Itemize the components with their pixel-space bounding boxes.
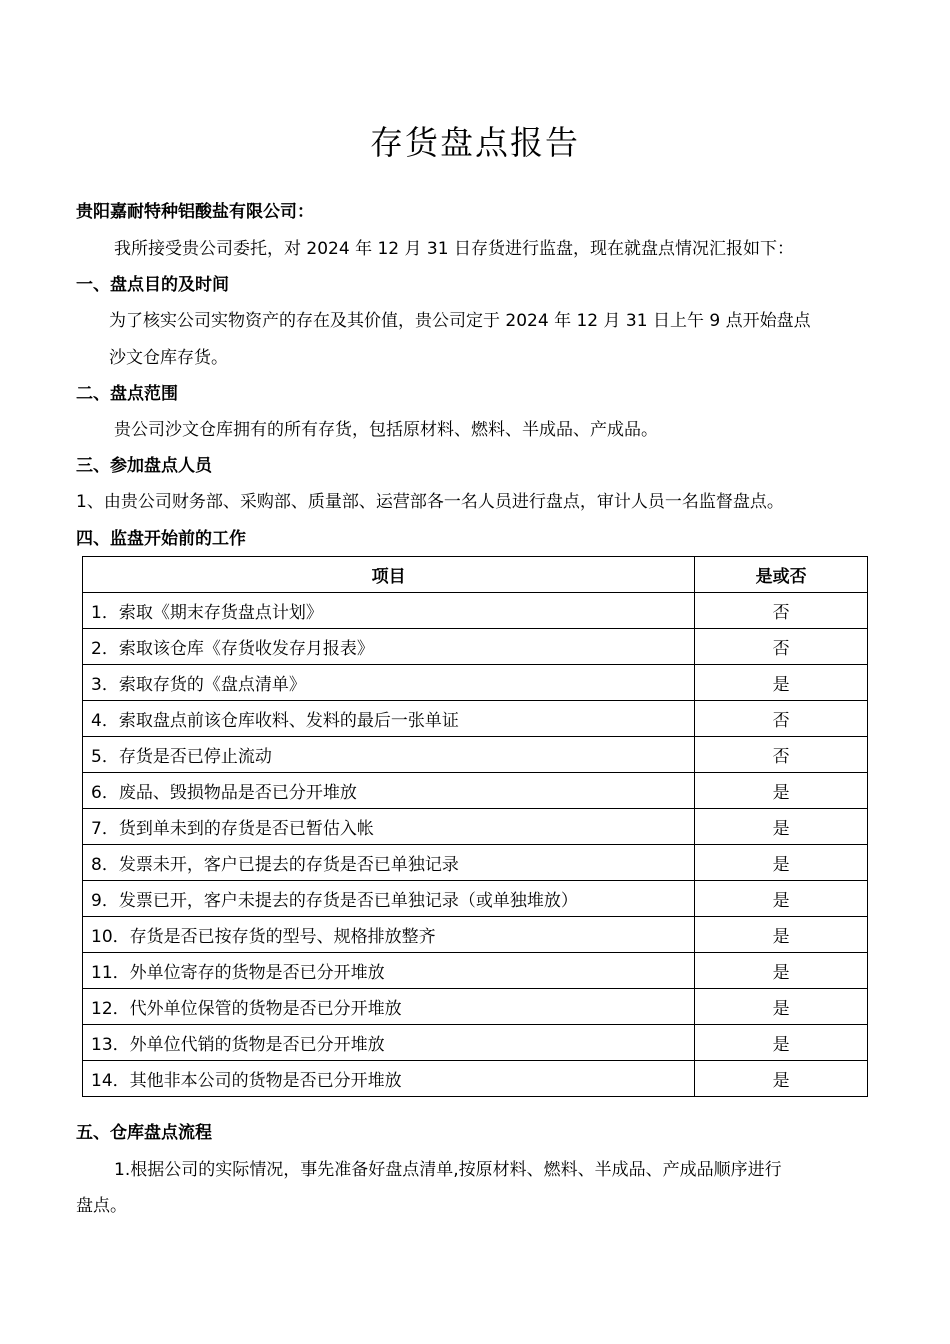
table-row [83, 989, 868, 1025]
row-answer: 否 [695, 701, 868, 737]
row-item: 12．代外单位保管的货物是否已分开堆放 [83, 989, 695, 1025]
table-row [83, 917, 868, 953]
table-row [83, 809, 868, 845]
section-1-text-line-2: 沙文仓库存货。 [109, 348, 228, 368]
addressee: 贵阳嘉耐特种铝酸盐有限公司： [76, 202, 314, 222]
row-answer: 是 [695, 809, 868, 845]
row-item: 9．发票已开，客户未提去的存货是否已单独记录（或单独堆放） [83, 881, 695, 917]
intro-paragraph: 我所接受贵公司委托，对 2024 年 12 月 31 日存货进行监盘，现在就盘点情况汇报如下： [114, 239, 794, 259]
section-2-text: 贵公司沙文仓库拥有的所有存货，包括原材料、燃料、半成品、产成品。 [114, 420, 658, 440]
section-5-text-line-2: 盘点。 [76, 1196, 127, 1216]
section-5-heading: 五、仓库盘点流程 [76, 1123, 212, 1143]
row-item: 14．其他非本公司的货物是否已分开堆放 [83, 1061, 695, 1097]
table-row [83, 1025, 868, 1061]
header-yes-no: 是或否 [695, 557, 868, 593]
row-item: 11．外单位寄存的货物是否已分开堆放 [83, 953, 695, 989]
table-row [83, 737, 868, 773]
row-answer: 是 [695, 989, 868, 1025]
row-answer: 是 [695, 917, 868, 953]
row-item: 2．索取该仓库《存货收发存月报表》 [83, 629, 695, 665]
header-item: 项目 [83, 557, 695, 593]
row-item: 6．废品、毁损物品是否已分开堆放 [83, 773, 695, 809]
row-answer: 否 [695, 629, 868, 665]
table-row [83, 701, 868, 737]
row-item: 10．存货是否已按存货的型号、规格排放整齐 [83, 917, 695, 953]
row-answer: 是 [695, 665, 868, 701]
table-header-row [83, 557, 868, 593]
table-row [83, 593, 868, 629]
table-row [83, 665, 868, 701]
document-title: 存货盘点报告 [370, 123, 580, 162]
table-row [83, 1061, 868, 1097]
table-row [83, 629, 868, 665]
section-1-heading: 一、盘点目的及时间 [76, 275, 229, 295]
section-3-text: 1、由贵公司财务部、采购部、质量部、运营部各一名人员进行盘点，审计人员一名监督盘点。 [76, 492, 784, 512]
row-answer: 是 [695, 773, 868, 809]
row-answer: 是 [695, 1025, 868, 1061]
section-1-text-line-1: 为了核实公司实物资产的存在及其价值，贵公司定于 2024 年 12 月 31 日上午 9 点开始盘点 [109, 311, 811, 331]
section-5-text-line-1: 1.根据公司的实际情况，事先准备好盘点清单,按原材料、燃料、半成品、产成品顺序进行 [114, 1160, 782, 1180]
section-4-heading: 四、监盘开始前的工作 [76, 529, 246, 549]
row-item: 5．存货是否已停止流动 [83, 737, 695, 773]
row-answer: 否 [695, 737, 868, 773]
row-answer: 是 [695, 881, 868, 917]
pre-count-checklist-table [82, 556, 868, 1097]
section-2-heading: 二、盘点范围 [76, 384, 178, 404]
row-item: 4．索取盘点前该仓库收料、发料的最后一张单证 [83, 701, 695, 737]
table-row [83, 953, 868, 989]
table-row [83, 845, 868, 881]
row-item: 13．外单位代销的货物是否已分开堆放 [83, 1025, 695, 1061]
table-row [83, 881, 868, 917]
row-item: 1．索取《期末存货盘点计划》 [83, 593, 695, 629]
table-row [83, 773, 868, 809]
row-item: 7．货到单未到的存货是否已暂估入帐 [83, 809, 695, 845]
row-item: 3．索取存货的《盘点清单》 [83, 665, 695, 701]
row-answer: 否 [695, 593, 868, 629]
row-answer: 是 [695, 845, 868, 881]
row-item: 8．发票未开，客户已提去的存货是否已单独记录 [83, 845, 695, 881]
row-answer: 是 [695, 1061, 868, 1097]
row-answer: 是 [695, 953, 868, 989]
section-3-heading: 三、参加盘点人员 [76, 456, 212, 476]
